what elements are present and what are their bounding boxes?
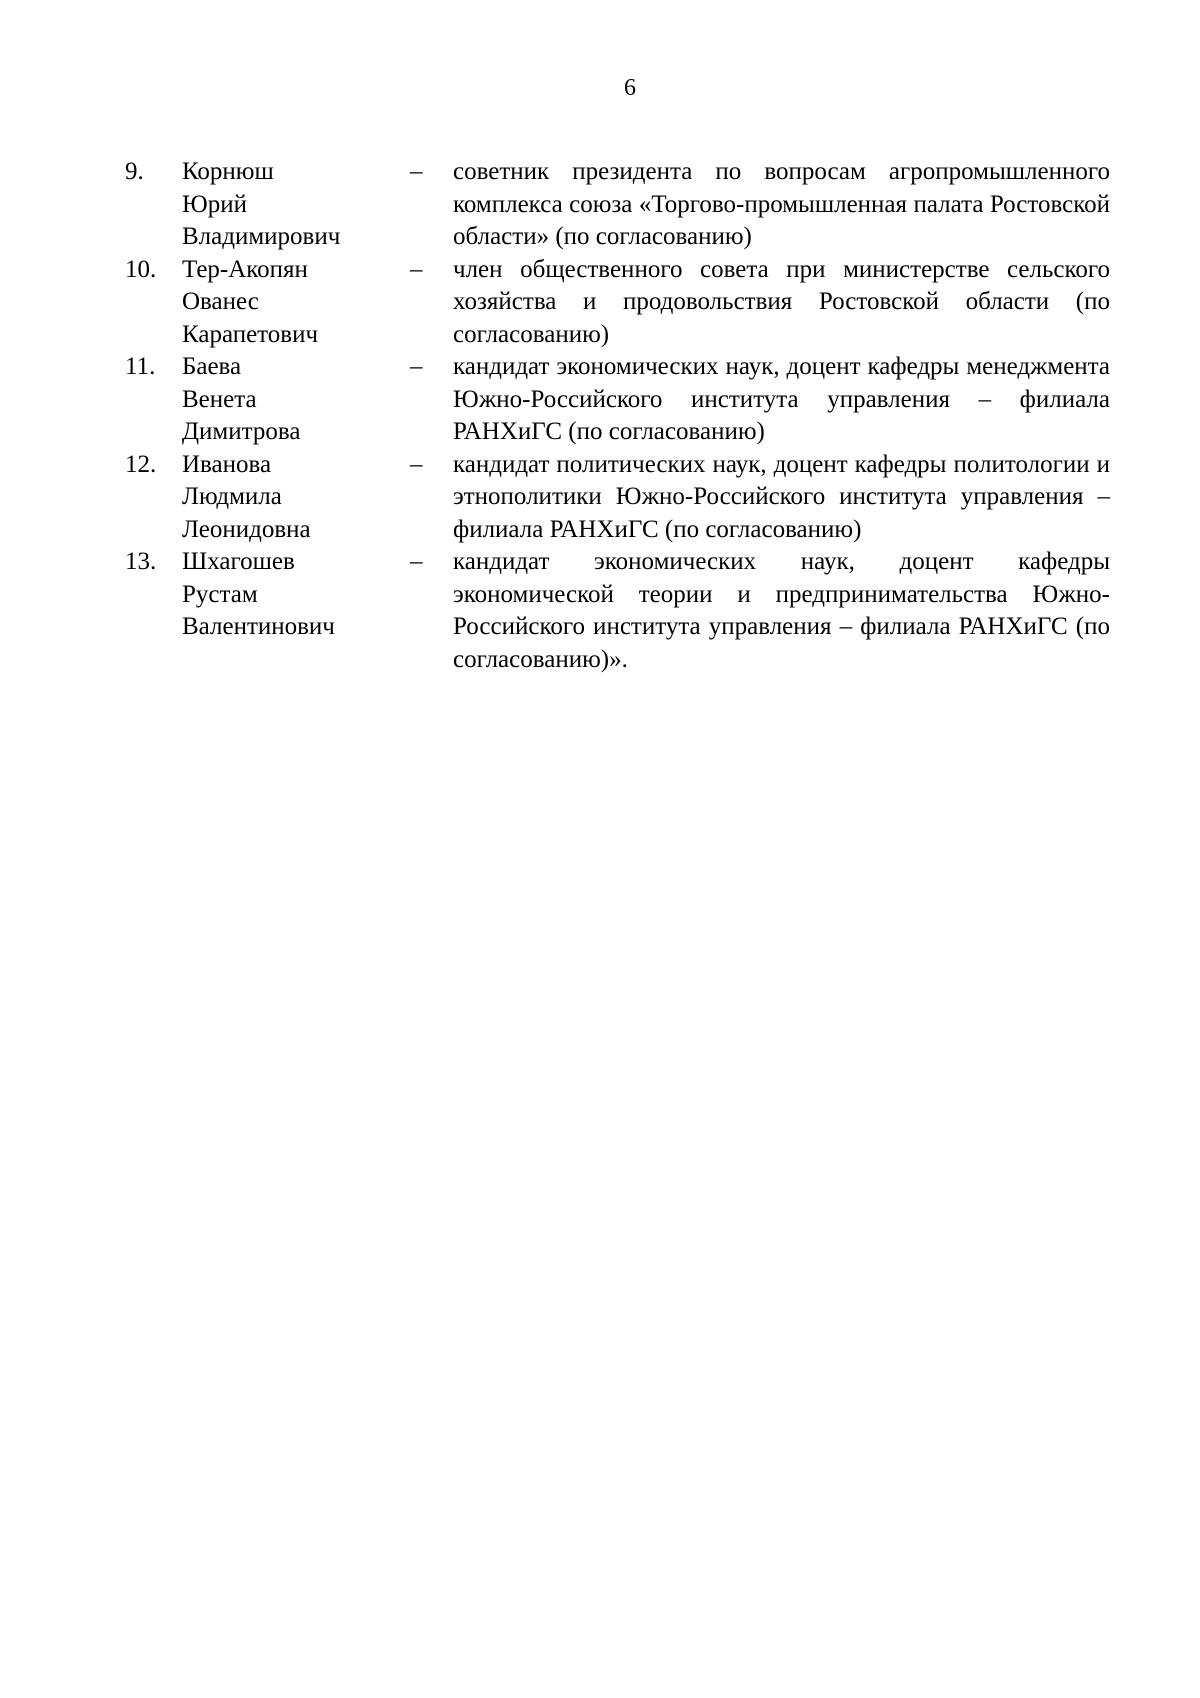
member-row	[125, 351, 1110, 449]
member-number: 12.	[125, 450, 157, 478]
member-row	[125, 254, 1110, 352]
member-patronymic: Димитрова	[182, 418, 301, 445]
member-number: 11.	[125, 353, 156, 380]
member-patronymic: Валентинович	[182, 613, 335, 640]
members-list	[125, 156, 1110, 676]
member-surname: Тер-Акопян	[182, 255, 308, 283]
page-number: 6	[624, 75, 636, 101]
member-given-name: Рустам	[182, 580, 258, 608]
member-dash: –	[410, 353, 423, 380]
member-description: кандидат экономических наук, доцент кафедры менеджмента Южно-Российского института управления – филиала РАНХиГС (по согласованию)	[453, 353, 1110, 445]
member-number: 13.	[125, 548, 157, 575]
member-given-name: Ованес	[182, 288, 259, 315]
member-given-name: Людмила	[182, 483, 282, 510]
member-surname: Иванова	[182, 450, 272, 478]
member-dash: –	[410, 450, 423, 478]
member-description: советник президента по вопросам агропромышленного комплекса союза «Торгово-промышленная палата Ростовской области» (по согласованию)	[453, 158, 1110, 250]
member-name	[182, 449, 408, 547]
member-given-name: Венета	[182, 385, 257, 413]
member-surname: Шхагошев	[182, 548, 295, 575]
member-patronymic: Владимирович	[182, 223, 341, 250]
member-given-name: Юрий	[182, 190, 247, 218]
member-dash: –	[410, 255, 423, 283]
member-name	[182, 546, 408, 676]
member-number: 10.	[125, 255, 157, 283]
member-surname: Корнюш	[182, 158, 274, 185]
member-name	[182, 156, 408, 254]
member-row	[125, 156, 1110, 254]
member-number: 9.	[125, 158, 144, 185]
member-description: член общественного совета при министерстве сельского хозяйства и продовольствия Ростовской области (по согласованию)	[453, 255, 1110, 348]
member-patronymic: Леонидовна	[182, 515, 311, 543]
member-patronymic: Карапетович	[182, 320, 319, 348]
member-name	[182, 351, 408, 449]
member-row	[125, 449, 1110, 547]
member-surname: Баева	[182, 353, 242, 380]
member-dash: –	[410, 158, 423, 185]
member-dash: –	[410, 548, 423, 575]
member-row	[125, 546, 1110, 676]
member-description: кандидат экономических наук, доцент кафедры экономической теории и предпринимательства Южно-Российского института управления – филиала РАНХиГС (по согласованию)».	[453, 548, 1110, 673]
member-name	[182, 254, 408, 352]
member-description: кандидат политических наук, доцент кафедры политологии и этнополитики Южно-Российского института управления – филиала РАНХиГС (по согласованию)	[453, 450, 1110, 543]
